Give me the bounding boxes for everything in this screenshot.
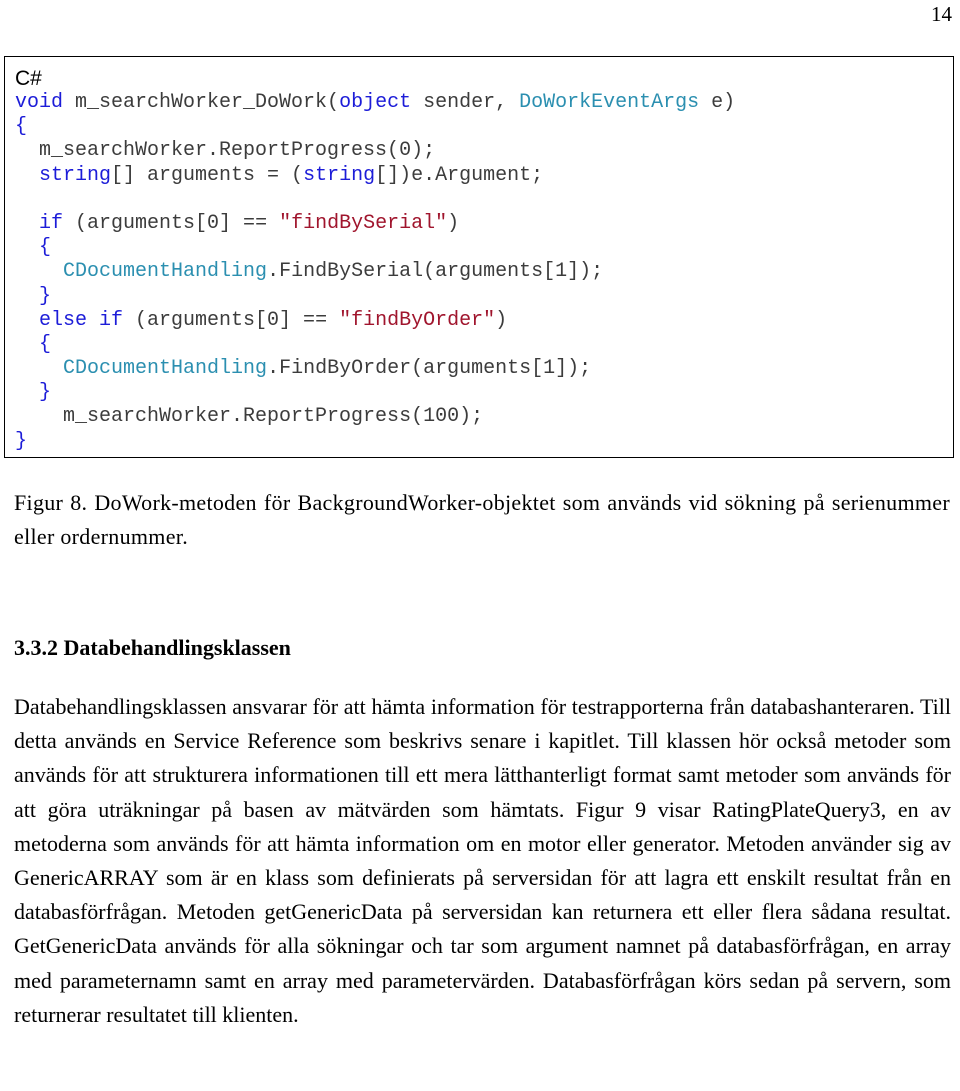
code-token: .FindByOrder(arguments[1]); [267,357,592,381]
code-token: object [339,91,412,114]
code-token: else if [39,308,124,332]
figure-caption: Figur 8. DoWork-metoden för BackgroundWorker-objektet som används vid sökning på serienummer eller ordernummer. [14,490,950,549]
code-token: (arguments[0] == [63,211,280,235]
code-line [15,285,953,309]
code-token: e) [699,91,736,114]
code-line [15,164,953,188]
code-token [15,212,39,235]
code-line [15,91,953,115]
code-token [15,333,39,356]
code-token [15,381,39,404]
code-line [15,260,953,284]
code-line [15,236,953,260]
code-token: [])e.Argument; [375,163,544,187]
page-number: 14 [931,2,952,26]
code-token: } [39,381,52,405]
code-token [15,357,63,380]
code-line [15,357,953,381]
code-token: [] arguments = ( [111,163,304,187]
code-line [15,188,953,212]
code-token: string [39,163,112,187]
code-token: CDocumentHandling [63,260,268,284]
code-token: { [39,332,52,356]
code-token: ) [495,308,508,332]
code-line [15,115,953,139]
code-token [15,164,39,187]
code-token: void [15,91,64,114]
code-line [15,405,953,429]
code-line [15,430,953,454]
code-token: "findByOrder" [339,308,496,332]
section-heading: 3.3.2 Databehandlingsklassen [14,635,291,660]
code-token: string [303,163,376,187]
code-line [15,381,953,405]
code-token: CDocumentHandling [63,357,268,381]
code-token [15,309,39,332]
code-token: m_searchWorker.ReportProgress(100); [15,405,484,429]
code-token [15,285,39,308]
code-listing [4,56,954,458]
code-line [15,139,953,163]
code-line [15,309,953,333]
body-paragraph: Databehandlingsklassen ansvarar för att hämta information för testrapporterna från databashanteraren. Till detta används en Service Reference som beskrivs senare i kapitlet. Till klassen hör också metoder som används för att strukturera informationen till ett mera lätthanterligt format samt metoder som används för att göra uträkningar på basen av mätvärden som hämtats. Figur 9 visar RatingPlateQuery3, en av metoderna som används för att hämta information om en motor eller generator. Metoden använder sig av GenericARRAY som är en klass som definierats på serversidan för att lagra ett enskilt resultat från en databasförfrågan. Metoden getGenericData på serversidan kan returnera ett eller flera sådana resultat. GetGenericData används för alla sökningar och tar som argument namnet på databasförfrågan, en array med parameternamn samt en array med parametervärden. Databasförfrågan körs sedan på servern, som returnerar resultatet till klienten. [14,694,951,1027]
code-token: DoWorkEventArgs [519,91,700,114]
code-lines [15,91,953,454]
code-token: } [39,284,52,308]
code-token: sender, [411,91,520,114]
code-token: ) [447,211,460,235]
code-token: m_searchWorker.ReportProgress(0); [15,139,436,163]
code-line [15,212,953,236]
code-token: .FindBySerial(arguments[1]); [267,260,604,284]
code-token: if [39,211,64,235]
code-token [15,236,39,259]
code-token: m_searchWorker_DoWork( [63,91,340,114]
code-language-label: C# [15,67,42,90]
code-token: { [39,236,52,260]
code-token: { [15,115,28,139]
code-token: (arguments[0] == [123,308,340,332]
code-line [15,333,953,357]
code-token: "findBySerial" [279,211,448,235]
code-token [15,260,63,283]
code-token: } [15,429,28,453]
